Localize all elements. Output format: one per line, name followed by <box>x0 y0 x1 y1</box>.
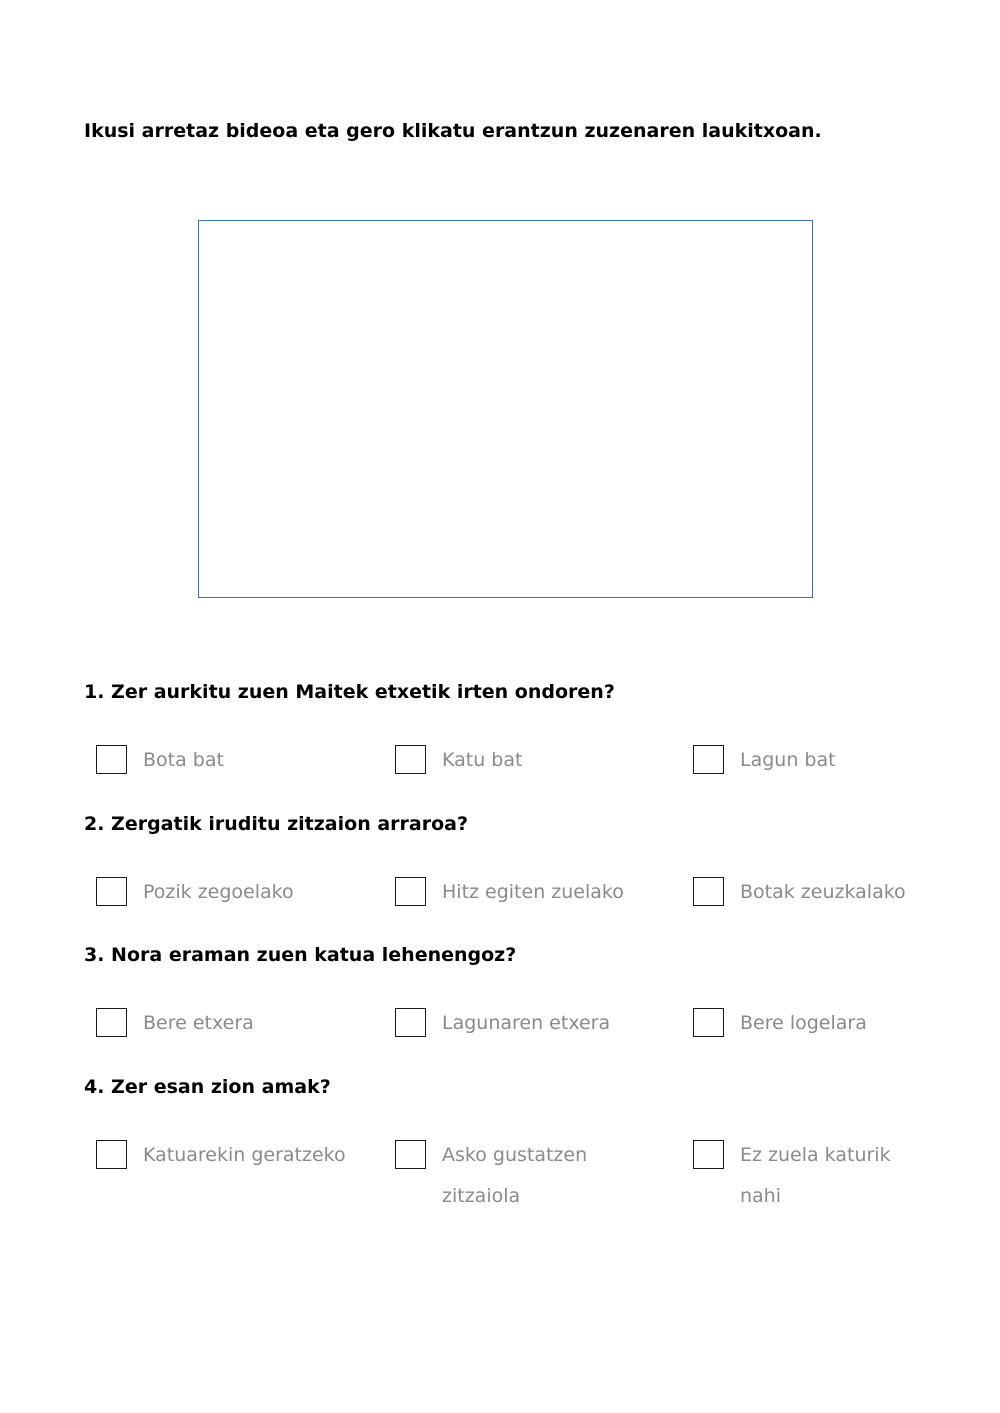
question-2: 2. Zergatik iruditu zitzaion arraroa? <box>84 813 468 835</box>
question-4: 4. Zer esan zion amak? <box>84 1076 331 1098</box>
question-3: 3. Nora eraman zuen katua lehenengoz? <box>84 944 517 966</box>
option-label-3b: Lagunaren etxera <box>442 1012 611 1034</box>
option-label-3a: Bere etxera <box>143 1012 254 1034</box>
option-label-1c: Lagun bat <box>740 749 836 771</box>
checkbox-1b[interactable] <box>395 745 426 774</box>
checkbox-1c[interactable] <box>693 745 724 774</box>
option-label-2c: Botak zeuzkalako <box>740 881 906 903</box>
checkbox-1a[interactable] <box>96 745 127 774</box>
checkbox-2c[interactable] <box>693 877 724 906</box>
option-label-1a: Bota bat <box>143 749 224 771</box>
checkbox-3c[interactable] <box>693 1008 724 1037</box>
checkbox-2a[interactable] <box>96 877 127 906</box>
checkbox-4a[interactable] <box>96 1140 127 1169</box>
option-label-4a: Katuarekin geratzeko <box>143 1144 346 1166</box>
option-label-4b: Asko gustatzen zitzaiola <box>442 1144 588 1207</box>
checkbox-2b[interactable] <box>395 877 426 906</box>
option-label-2a: Pozik zegoelako <box>143 881 294 903</box>
checkbox-3b[interactable] <box>395 1008 426 1037</box>
instruction-text: Ikusi arretaz bideoa eta gero klikatu erantzun zuzenaren laukitxoan. <box>84 120 822 142</box>
option-label-3c: Bere logelara <box>740 1012 867 1034</box>
video-player[interactable] <box>198 220 813 598</box>
question-1: 1. Zer aurkitu zuen Maitek etxetik irten ondoren? <box>84 681 615 703</box>
option-label-4c: Ez zuela katurik nahi <box>740 1144 891 1207</box>
option-label-2b: Hitz egiten zuelako <box>442 881 624 903</box>
checkbox-4c[interactable] <box>693 1140 724 1169</box>
checkbox-3a[interactable] <box>96 1008 127 1037</box>
checkbox-4b[interactable] <box>395 1140 426 1169</box>
option-label-1b: Katu bat <box>442 749 523 771</box>
